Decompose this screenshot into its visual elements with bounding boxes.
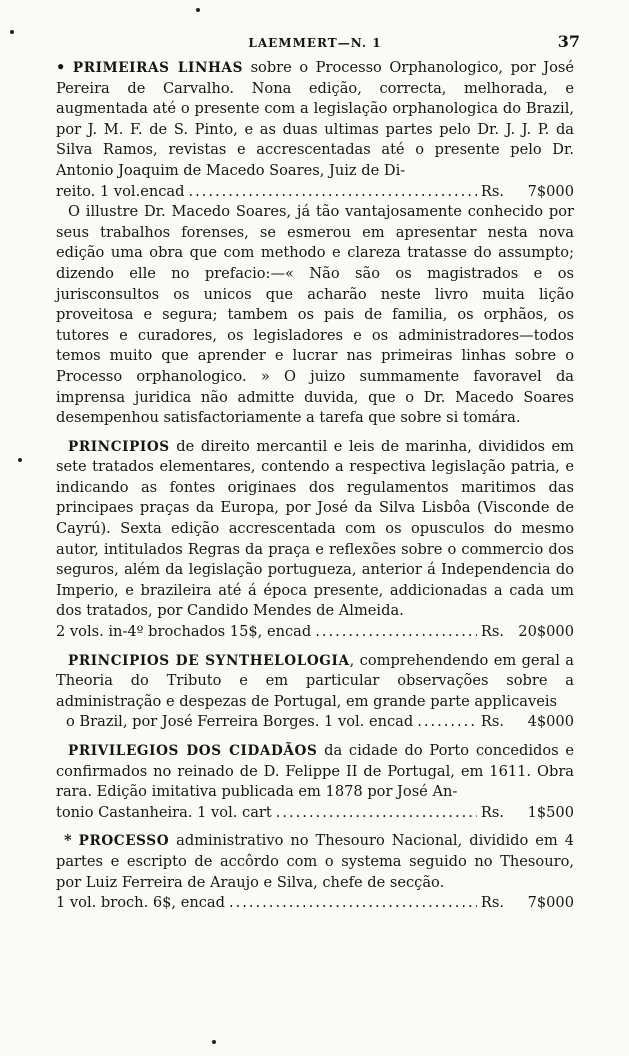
currency-label: Rs. [480,894,504,912]
entry-heading: PRIVILEGIOS DOS CIDADÃOS [68,743,318,759]
price-amount: 7$000 [527,894,574,912]
ink-speck [18,458,22,462]
catalog-entry [56,651,574,733]
entry-description: administrativo no Thesouro Nacional, dividido em 4 partes e escripto de accôrdo com o systema seguido no Thesouro, por Luiz Ferreira de Araujo e Silva, chefe de secção. [56,832,575,891]
entry-description: de direito mercantil e leis de marinha, divididos em sete tratados elementares, contendo a respectiva legislação patria, e indicando as fontes originaes dos regulamentos maritimos das principaes praças da Europa, por José da Silva Lisbôa (Visconde de Cayrú). Sexta edição accrescentada com os opusculos do mesmo autor, intitulados Regras da praça e reflexões sobre o commercio dos seguros, além da legislação portugueza, anterior á Independencia do Imperio, e brazileira até á época presente, addicionadas a cada um dos tratados, por Candido Mendes de Almeida. [56,437,575,620]
entry-heading: PROCESSO [78,833,170,850]
catalog-entry [56,58,574,429]
page-number: 37 [557,32,580,51]
entry-heading: PRIMEIRAS LINHAS [72,60,243,76]
price-line [56,712,574,733]
price-description: 2 vols. in-4º brochados 15$, encad [56,623,312,641]
entry-body [56,437,574,622]
price-amount: 1$500 [527,803,574,821]
catalog-entry [56,831,574,913]
price-description: tonio Castanheira. 1 vol. cart [56,803,272,821]
entry-heading: PRINCIPIOS [68,438,170,455]
book-page [56,30,580,922]
catalog-entry [56,741,574,823]
entry-body [56,651,574,713]
ink-speck [10,30,14,34]
entry-marker: • [56,59,66,76]
entry-note: O illustre Dr. Macedo Soares, já tão vantajosamente conhecido por seus trabalhos forenses, se esmerou em apresentar nesta nova edição uma obra que com methodo e clareza tratasse do assumpto; dizendo elle no prefacio:—« Não são os magistrados e os jurisconsultos os unicos que acharão neste livro muita lição proveitosa e segura; tambem os pais de familia, os orphãos, os tutores e curadores, os legisladores e os administradores—todos temos muito que aprender e lucrar nas primeiras linhas sobre o Processo orphanologico. » O juizo summamente favoravel da imprensa juridica não admitte duvida, que o Dr. Macedo Soares desempenhou satisfactoriamente a tarefa que sobre si tomára. [56,203,574,427]
price-line [56,182,574,203]
currency-label: Rs. [480,713,504,731]
price-amount: 20$000 [518,623,574,641]
entry-marker: * [64,832,72,850]
currency-label: Rs. [480,803,504,821]
price-line [56,622,574,643]
price-amount: 4$000 [527,713,574,731]
price-line [56,803,574,824]
dot-leader [229,893,477,914]
entry-body [56,58,574,182]
currency-label: Rs. [480,623,504,641]
entry-description: , comprehendendo em geral a Theoria do Tributo e em particular observações sobre a administração e despezas de Portugal, em grande parte applicaveis [56,651,575,710]
price-amount: 7$000 [527,182,574,200]
entry-description: sobre o Processo Orphanologico, por José Pereira de Carvalho. Nona edição, correcta, melhorada, e augmentada até o presente com a legislação orphanologica do Brazil, por J. M. F. de S. Pinto, e as duas ultimas partes pelo Dr. J. J. P. da Silva Ramos, revistas e accrescentadas até o presente pelo Dr. Antonio Joaquim de Macedo Soares, Juiz de Di- [56,59,574,179]
entry-heading: PRINCIPIOS DE SYNTHELOLOGIA [68,652,350,669]
price-line [56,893,574,914]
page-header [56,30,580,58]
ink-speck [212,1040,216,1044]
ink-speck [196,8,200,12]
entry-body [56,831,574,893]
entry-description: da cidade do Porto concedidos e confirmados no reinado de D. Felippe II de Portugal, em 1611. Obra rara. Edição imitativa publicada em 1878 por José An- [56,742,574,801]
dot-leader [276,803,477,824]
entry-body [56,741,574,803]
price-description: reito. 1 vol.encad [56,182,185,200]
dot-leader [188,182,476,203]
dot-leader [417,712,477,733]
currency-label: Rs. [480,182,504,200]
running-head: LAEMMERT—N. 1 [248,36,382,50]
price-description: o Brazil, por José Ferreira Borges. 1 vol. encad [66,713,414,731]
catalog-entry [56,437,574,643]
price-description: 1 vol. broch. 6$, encad [56,894,225,912]
dot-leader [315,622,477,643]
